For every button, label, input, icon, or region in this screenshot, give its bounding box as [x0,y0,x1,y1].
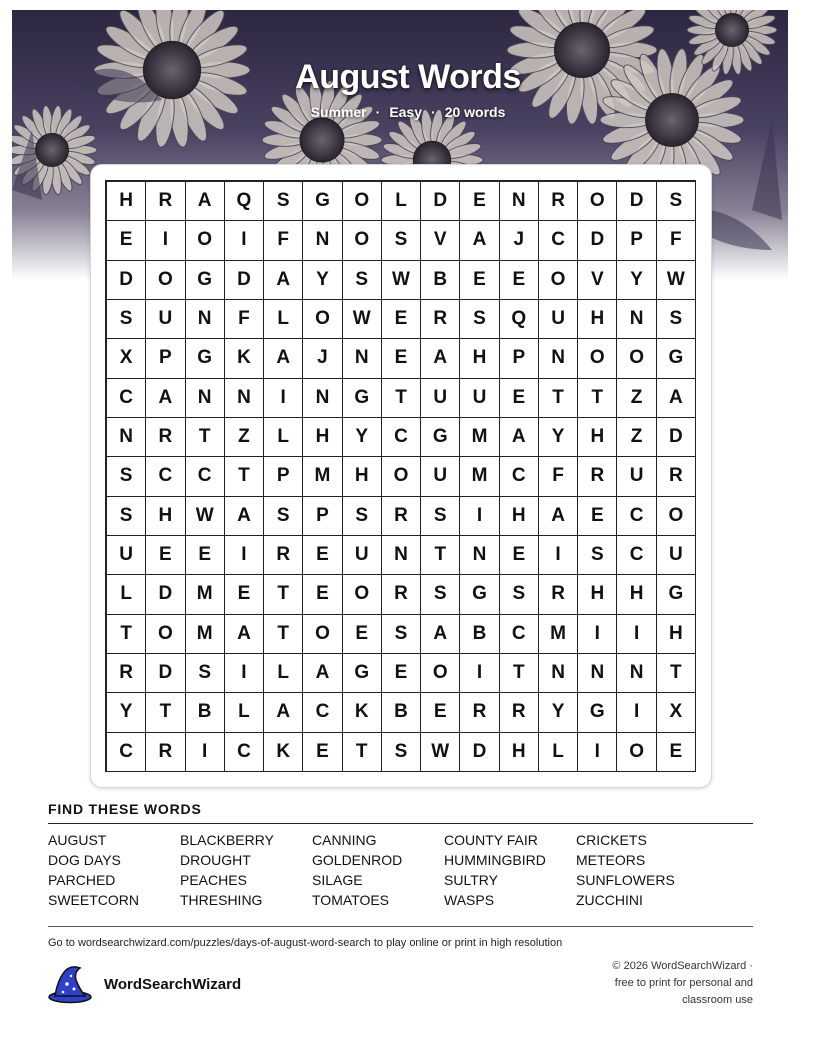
grid-cell[interactable]: Y [107,693,146,732]
grid-cell[interactable]: O [421,654,460,693]
word-list-item: PEACHES [180,872,247,888]
grid-cell[interactable]: O [617,339,656,378]
grid-cell[interactable]: R [107,654,146,693]
grid-cell[interactable]: M [186,615,225,654]
grid-cell[interactable]: P [303,497,342,536]
grid-cell[interactable]: O [343,221,382,260]
grid-cell[interactable]: A [539,497,578,536]
grid-cell[interactable]: I [186,733,225,772]
theme-label: Summer [310,104,367,120]
grid-cell[interactable]: A [264,693,303,732]
grid-cell[interactable]: G [460,575,499,614]
grid-cell[interactable]: U [146,300,185,339]
grid-cell[interactable]: K [225,339,264,378]
grid-cell[interactable]: E [421,693,460,732]
grid-cell[interactable]: W [657,261,696,300]
grid-cell[interactable]: Y [539,693,578,732]
grid-cell[interactable]: H [107,182,146,221]
grid-cell[interactable]: Y [303,261,342,300]
grid-cell[interactable]: M [303,457,342,496]
grid-cell[interactable]: G [421,418,460,457]
grid-cell[interactable]: I [578,615,617,654]
grid-cell[interactable]: Q [225,182,264,221]
grid-cell[interactable]: L [107,575,146,614]
word-list-item: CRICKETS [576,832,647,848]
grid-cell[interactable]: R [460,693,499,732]
grid-cell[interactable]: E [382,300,421,339]
grid-cell[interactable]: D [146,575,185,614]
grid-cell[interactable]: I [146,221,185,260]
grid-cell[interactable]: C [225,733,264,772]
grid-cell[interactable]: H [500,733,539,772]
copyright-line: classroom use [682,994,753,1006]
grid-cell[interactable]: S [107,300,146,339]
grid-cell[interactable]: U [421,379,460,418]
grid-cell[interactable]: N [107,418,146,457]
word-list-item: SUNFLOWERS [576,872,675,888]
grid-cell[interactable]: A [264,261,303,300]
grid-cell[interactable]: N [343,339,382,378]
grid-cell[interactable]: N [303,379,342,418]
grid-cell[interactable]: C [303,693,342,732]
word-count-label: 20 words [444,104,506,120]
word-list-item: COUNTY FAIR [444,832,538,848]
grid-cell[interactable]: T [578,379,617,418]
grid-cell[interactable]: P [500,339,539,378]
brand-name: WordSearchWizard [104,975,242,993]
grid-cell[interactable]: I [264,379,303,418]
word-list-item: GOLDENROD [312,852,403,868]
grid-cell[interactable]: A [460,221,499,260]
grid-cell[interactable]: N [303,221,342,260]
grid-cell[interactable]: E [343,615,382,654]
grid-cell[interactable]: E [303,733,342,772]
grid-cell[interactable]: D [578,221,617,260]
grid-cell[interactable]: X [107,339,146,378]
grid-cell[interactable]: H [617,575,656,614]
grid-cell[interactable]: J [303,339,342,378]
grid-cell[interactable]: E [303,536,342,575]
grid-cell[interactable]: Z [617,418,656,457]
grid-cell[interactable]: O [303,300,342,339]
grid-cell[interactable]: F [225,300,264,339]
grid-cell[interactable]: U [460,379,499,418]
word-list-item: CANNING [312,832,377,848]
grid-cell[interactable]: V [421,221,460,260]
grid-cell[interactable]: D [657,418,696,457]
grid-cell[interactable]: I [617,615,656,654]
grid-cell[interactable]: S [264,497,303,536]
grid-cell[interactable]: T [500,654,539,693]
grid-cell[interactable]: O [578,339,617,378]
meta-separator: · [375,104,381,120]
grid-cell[interactable]: E [578,497,617,536]
grid-cell[interactable]: B [186,693,225,732]
grid-cell[interactable]: O [186,221,225,260]
grid-cell[interactable]: R [657,457,696,496]
grid-cell[interactable]: H [578,575,617,614]
grid-cell[interactable]: S [382,733,421,772]
grid-cell[interactable]: N [578,654,617,693]
grid-cell[interactable]: E [146,536,185,575]
grid-cell[interactable]: R [264,536,303,575]
grid-cell[interactable]: K [343,693,382,732]
grid-cell[interactable]: V [578,261,617,300]
grid-cell[interactable]: M [460,457,499,496]
grid-cell[interactable]: A [225,615,264,654]
copyright-line: free to print for personal and [614,977,753,989]
grid-cell[interactable]: G [343,654,382,693]
grid-cell[interactable]: C [107,733,146,772]
grid-cell[interactable]: I [578,733,617,772]
grid-cell[interactable]: D [107,261,146,300]
grid-cell[interactable]: D [460,733,499,772]
grid-cell[interactable]: P [264,457,303,496]
grid-cell[interactable]: H [146,497,185,536]
grid-cell[interactable]: M [186,575,225,614]
grid-cell[interactable]: S [421,575,460,614]
puzzle-meta [0,104,816,120]
grid-cell[interactable]: Z [225,418,264,457]
grid-cell[interactable]: I [539,536,578,575]
grid-cell[interactable]: T [421,536,460,575]
word-list-item: AUGUST [48,832,107,848]
grid-cell[interactable]: L [264,300,303,339]
grid-cell[interactable]: H [303,418,342,457]
grid-cell[interactable]: A [421,615,460,654]
grid-cell[interactable]: H [500,497,539,536]
grid-cell[interactable]: B [460,615,499,654]
grid-cell[interactable]: L [225,693,264,732]
wizard-hat-icon [46,964,92,1004]
grid-cell[interactable]: T [539,379,578,418]
grid-cell[interactable]: I [460,654,499,693]
grid-cell[interactable]: F [264,221,303,260]
grid-cell[interactable]: O [382,457,421,496]
grid-cell[interactable]: A [657,379,696,418]
grid-cell[interactable]: S [500,575,539,614]
grid-cell[interactable]: C [500,615,539,654]
grid-cell[interactable]: N [539,654,578,693]
grid-cell[interactable]: T [225,457,264,496]
grid-cell[interactable]: I [225,221,264,260]
grid-cell[interactable]: N [382,536,421,575]
grid-cell[interactable]: O [146,615,185,654]
grid-cell[interactable]: S [382,615,421,654]
word-list-item: HUMMINGBIRD [444,852,546,868]
grid-cell[interactable]: G [343,379,382,418]
grid-cell[interactable]: E [460,182,499,221]
grid-cell[interactable]: O [657,497,696,536]
grid-cell[interactable]: R [539,575,578,614]
grid-cell[interactable]: R [500,693,539,732]
grid-cell[interactable]: M [460,418,499,457]
grid-cell[interactable]: O [343,575,382,614]
word-list-item: WASPS [444,892,495,908]
grid-cell[interactable]: S [107,497,146,536]
grid-cell[interactable]: L [264,418,303,457]
grid-cell[interactable]: S [657,182,696,221]
grid-cell[interactable]: E [460,261,499,300]
grid-cell[interactable]: H [657,615,696,654]
grid-cell[interactable]: M [539,615,578,654]
grid-cell[interactable]: N [617,300,656,339]
grid-cell[interactable]: C [186,457,225,496]
play-online-note: Go to wordsearchwizard.com/puzzles/days-of-august-word-search to play online or print in high resolution [48,937,563,949]
grid-cell[interactable]: J [500,221,539,260]
letter-grid[interactable] [105,180,696,772]
grid-cell[interactable]: Q [500,300,539,339]
grid-cell[interactable]: G [657,339,696,378]
grid-cell[interactable]: T [107,615,146,654]
grid-cell[interactable]: A [186,182,225,221]
grid-cell[interactable]: O [343,182,382,221]
grid-cell[interactable]: D [421,182,460,221]
grid-cell[interactable]: A [264,339,303,378]
grid-cell[interactable]: O [539,261,578,300]
grid-cell[interactable]: U [617,457,656,496]
grid-cell[interactable]: G [186,261,225,300]
grid-cell[interactable]: R [382,497,421,536]
grid-cell[interactable]: S [578,536,617,575]
grid-cell[interactable]: O [617,733,656,772]
grid-cell[interactable]: B [421,261,460,300]
grid-cell[interactable]: U [657,536,696,575]
grid-cell[interactable]: D [617,182,656,221]
grid-cell[interactable]: R [539,182,578,221]
grid-cell[interactable]: O [146,261,185,300]
grid-cell[interactable]: Y [539,418,578,457]
grid-cell[interactable]: O [303,615,342,654]
grid-cell[interactable]: A [421,339,460,378]
copyright-note [533,958,753,1009]
word-list-item: ZUCCHINI [576,892,643,908]
grid-cell[interactable]: E [382,339,421,378]
grid-cell[interactable]: G [303,182,342,221]
grid-cell[interactable]: H [578,300,617,339]
grid-cell[interactable]: H [460,339,499,378]
grid-cell[interactable]: N [186,379,225,418]
word-list-heading: FIND THESE WORDS [48,801,202,817]
grid-cell[interactable]: U [343,536,382,575]
grid-cell[interactable]: T [657,654,696,693]
grid-cell[interactable]: W [382,261,421,300]
grid-cell[interactable]: T [382,379,421,418]
grid-cell[interactable]: T [186,418,225,457]
word-list-item: SWEETCORN [48,892,139,908]
grid-cell[interactable]: G [657,575,696,614]
grid-cell[interactable]: T [343,733,382,772]
grid-cell[interactable]: E [303,575,342,614]
word-list-item: METEORS [576,852,646,868]
grid-cell[interactable]: U [107,536,146,575]
grid-cell[interactable]: S [343,261,382,300]
grid-cell[interactable]: R [146,733,185,772]
difficulty-label: Easy [389,104,423,120]
word-list-item: DROUGHT [180,852,251,868]
word-list-item: SULTRY [444,872,498,888]
grid-cell[interactable]: A [225,497,264,536]
word-list [48,832,753,908]
divider [48,823,753,824]
grid-cell[interactable]: N [186,300,225,339]
meta-separator: · [431,104,436,120]
grid-cell[interactable]: I [225,654,264,693]
word-list-item: PARCHED [48,872,116,888]
grid-cell[interactable]: T [264,575,303,614]
grid-cell[interactable]: L [264,654,303,693]
grid-cell[interactable]: T [264,615,303,654]
grid-cell[interactable]: F [539,457,578,496]
grid-cell[interactable]: O [578,182,617,221]
grid-cell[interactable]: C [539,221,578,260]
grid-cell[interactable]: E [382,654,421,693]
grid-cell[interactable]: Z [617,379,656,418]
grid-cell[interactable]: B [382,693,421,732]
grid-cell[interactable]: C [617,497,656,536]
grid-cell[interactable]: U [421,457,460,496]
grid-cell[interactable]: W [186,497,225,536]
grid-cell[interactable]: N [617,654,656,693]
grid-cell[interactable]: D [225,261,264,300]
grid-cell[interactable]: Y [343,418,382,457]
grid-cell[interactable]: S [657,300,696,339]
grid-cell[interactable]: A [146,379,185,418]
grid-cell[interactable]: E [500,536,539,575]
grid-cell[interactable]: E [225,575,264,614]
grid-cell[interactable]: C [617,536,656,575]
grid-cell[interactable]: R [382,575,421,614]
word-list-item: TOMATOES [312,892,390,908]
divider [48,926,753,927]
grid-cell[interactable]: L [539,733,578,772]
word-list-item: THRESHING [180,892,263,908]
grid-cell[interactable]: S [460,300,499,339]
grid-cell[interactable]: U [539,300,578,339]
grid-cell[interactable]: T [146,693,185,732]
word-list-item: BLACKBERRY [180,832,274,848]
grid-cell[interactable]: E [500,261,539,300]
grid-cell[interactable]: F [657,221,696,260]
grid-cell[interactable]: S [107,457,146,496]
word-list-item: SILAGE [312,872,363,888]
grid-cell[interactable]: E [107,221,146,260]
word-list-item: DOG DAYS [48,852,121,868]
grid-cell[interactable]: S [382,221,421,260]
grid-cell[interactable]: E [186,536,225,575]
grid-cell[interactable]: R [578,457,617,496]
grid-cell[interactable]: S [421,497,460,536]
brand-logo[interactable] [46,964,241,1004]
grid-cell[interactable]: D [146,654,185,693]
grid-cell[interactable]: W [343,300,382,339]
grid-cell[interactable]: G [186,339,225,378]
grid-cell[interactable]: A [500,418,539,457]
puzzle-title: August Words [295,58,521,96]
grid-cell[interactable]: C [107,379,146,418]
grid-cell[interactable]: C [146,457,185,496]
grid-cell[interactable]: L [382,182,421,221]
grid-cell[interactable]: K [264,733,303,772]
grid-cell[interactable]: Y [617,261,656,300]
grid-cell[interactable]: S [343,497,382,536]
grid-cell[interactable]: X [657,693,696,732]
grid-cell[interactable]: C [500,457,539,496]
grid-cell[interactable]: N [500,182,539,221]
grid-cell[interactable]: R [421,300,460,339]
grid-cell[interactable]: A [303,654,342,693]
grid-cell[interactable]: W [421,733,460,772]
grid-cell[interactable]: P [146,339,185,378]
grid-cell[interactable]: R [146,182,185,221]
grid-cell[interactable]: G [578,693,617,732]
grid-cell[interactable]: I [617,693,656,732]
grid-cell[interactable]: E [657,733,696,772]
grid-cell[interactable]: H [343,457,382,496]
grid-cell[interactable]: S [186,654,225,693]
grid-cell[interactable]: N [539,339,578,378]
grid-cell[interactable]: R [146,418,185,457]
grid-cell[interactable]: P [617,221,656,260]
grid-cell[interactable]: C [382,418,421,457]
grid-cell[interactable]: S [264,182,303,221]
grid-cell[interactable]: N [460,536,499,575]
copyright-line: © 2026 WordSearchWizard · [612,960,753,972]
grid-cell[interactable]: I [460,497,499,536]
grid-cell[interactable]: H [578,418,617,457]
grid-cell[interactable]: E [500,379,539,418]
grid-cell[interactable]: N [225,379,264,418]
grid-cell[interactable]: I [225,536,264,575]
